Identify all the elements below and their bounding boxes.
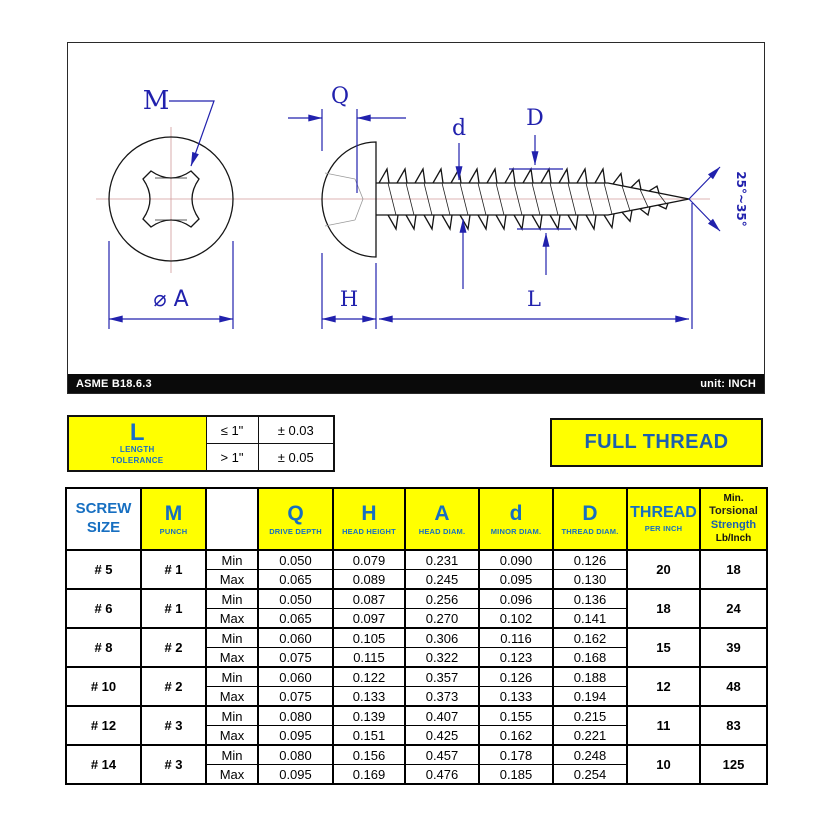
spec-row xyxy=(66,706,767,726)
spec-table-body xyxy=(66,550,767,784)
cell-min-value: 0.178 xyxy=(479,745,553,765)
col-header-screw-size: SCREW SIZE xyxy=(66,488,141,550)
cell-thread-per-inch: 18 xyxy=(627,589,700,628)
label-drive-depth: Q xyxy=(330,84,350,109)
cell-max-value: 0.162 xyxy=(479,726,553,746)
label-length: L xyxy=(527,287,541,311)
cell-min-value: 0.116 xyxy=(479,628,553,648)
cell-screw-size: # 10 xyxy=(66,667,141,706)
label-head-diameter: ⌀ A xyxy=(153,287,189,312)
cell-max-value: 0.270 xyxy=(405,609,479,629)
cell-torsional-strength: 39 xyxy=(700,628,767,667)
spec-row xyxy=(66,589,767,609)
tolerance-condition: ≤ 1" xyxy=(206,416,258,444)
cell-min-value: 0.162 xyxy=(553,628,627,648)
cell-min-value: 0.050 xyxy=(258,550,333,570)
cell-punch: # 1 xyxy=(141,550,206,589)
label-thread-diameter: D xyxy=(526,106,544,131)
cell-min-value: 0.090 xyxy=(479,550,553,570)
cell-punch: # 3 xyxy=(141,706,206,745)
cell-min-label: Min xyxy=(206,628,258,648)
cell-max-value: 0.095 xyxy=(258,765,333,785)
full-thread-banner: FULL THREAD xyxy=(550,418,763,467)
cell-min-value: 0.136 xyxy=(553,589,627,609)
spec-row xyxy=(66,628,767,648)
cell-min-value: 0.306 xyxy=(405,628,479,648)
screw-drawing-svg xyxy=(68,43,762,374)
cell-min-value: 0.155 xyxy=(479,706,553,726)
cell-max-label: Max xyxy=(206,687,258,707)
col-header-minor-diam: d MINOR DIAM. xyxy=(479,488,553,550)
cell-thread-per-inch: 10 xyxy=(627,745,700,784)
tolerance-title-line2: TOLERANCE xyxy=(111,455,164,465)
col-header-head-height: H HEAD HEIGHT xyxy=(333,488,405,550)
cell-min-value: 0.087 xyxy=(333,589,405,609)
screw-side-view xyxy=(322,142,689,257)
cell-punch: # 3 xyxy=(141,745,206,784)
cell-max-value: 0.089 xyxy=(333,570,405,590)
tolerance-symbol-cell xyxy=(68,416,206,471)
cell-max-value: 0.097 xyxy=(333,609,405,629)
tolerance-title-line1: LENGTH xyxy=(119,445,155,455)
cell-max-value: 0.123 xyxy=(479,648,553,668)
cell-thread-per-inch: 15 xyxy=(627,628,700,667)
cell-thread-per-inch: 11 xyxy=(627,706,700,745)
cell-screw-size: # 8 xyxy=(66,628,141,667)
technical-drawing xyxy=(67,42,765,394)
cell-max-label: Max xyxy=(206,765,258,785)
cell-torsional-strength: 48 xyxy=(700,667,767,706)
label-head-height: H xyxy=(339,287,359,311)
dim-thread-diameter xyxy=(509,106,571,275)
cell-min-value: 0.357 xyxy=(405,667,479,687)
cell-max-value: 0.221 xyxy=(553,726,627,746)
cell-max-label: Max xyxy=(206,570,258,590)
unit-label: unit: INCH xyxy=(700,377,756,390)
cell-min-label: Min xyxy=(206,706,258,726)
cell-max-value: 0.194 xyxy=(553,687,627,707)
cell-min-label: Min xyxy=(206,745,258,765)
dim-minor-diameter xyxy=(452,116,466,289)
cell-min-value: 0.248 xyxy=(553,745,627,765)
cell-max-value: 0.095 xyxy=(479,570,553,590)
tolerance-symbol: L xyxy=(129,419,145,447)
cell-min-value: 0.407 xyxy=(405,706,479,726)
cell-min-value: 0.122 xyxy=(333,667,405,687)
cell-min-value: 0.231 xyxy=(405,550,479,570)
cell-max-value: 0.425 xyxy=(405,726,479,746)
cell-min-value: 0.188 xyxy=(553,667,627,687)
cell-torsional-strength: 83 xyxy=(700,706,767,745)
cell-max-value: 0.141 xyxy=(553,609,627,629)
cell-min-value: 0.080 xyxy=(258,706,333,726)
tolerance-value: ± 0.03 xyxy=(258,416,334,444)
col-header-torsional-strength: Min. Torsional Strength Lb/Inch xyxy=(700,488,767,550)
cell-thread-per-inch: 20 xyxy=(627,550,700,589)
cell-torsional-strength: 24 xyxy=(700,589,767,628)
cell-punch: # 2 xyxy=(141,628,206,667)
cell-max-value: 0.065 xyxy=(258,609,333,629)
pan-head-profile xyxy=(322,142,376,257)
cell-min-value: 0.050 xyxy=(258,589,333,609)
cell-screw-size: # 5 xyxy=(66,550,141,589)
cell-thread-per-inch: 12 xyxy=(627,667,700,706)
recess-leader-arrow xyxy=(169,101,214,166)
cell-torsional-strength: 18 xyxy=(700,550,767,589)
cell-max-value: 0.373 xyxy=(405,687,479,707)
centerlines xyxy=(96,127,710,273)
cell-max-value: 0.169 xyxy=(333,765,405,785)
cell-screw-size: # 14 xyxy=(66,745,141,784)
cell-min-value: 0.126 xyxy=(553,550,627,570)
cell-max-value: 0.095 xyxy=(258,726,333,746)
standard-label: ASME B18.6.3 xyxy=(76,377,152,390)
cell-max-value: 0.133 xyxy=(333,687,405,707)
cell-min-value: 0.079 xyxy=(333,550,405,570)
length-tolerance-table xyxy=(67,415,335,472)
cell-min-value: 0.105 xyxy=(333,628,405,648)
cell-max-value: 0.151 xyxy=(333,726,405,746)
cell-max-value: 0.476 xyxy=(405,765,479,785)
cell-max-label: Max xyxy=(206,609,258,629)
col-header-punch: M PUNCH xyxy=(141,488,206,550)
col-header-thread-diam: D THREAD DIAM. xyxy=(553,488,627,550)
cell-max-value: 0.075 xyxy=(258,648,333,668)
label-minor-diameter: d xyxy=(451,116,467,141)
cell-screw-size: # 6 xyxy=(66,589,141,628)
cell-min-value: 0.096 xyxy=(479,589,553,609)
cell-min-value: 0.060 xyxy=(258,667,333,687)
standard-bar xyxy=(68,374,764,393)
cell-punch: # 2 xyxy=(141,667,206,706)
dim-head-height xyxy=(322,253,376,329)
cell-max-value: 0.254 xyxy=(553,765,627,785)
cell-max-value: 0.130 xyxy=(553,570,627,590)
cell-max-value: 0.133 xyxy=(479,687,553,707)
spec-header-row xyxy=(66,488,767,550)
tolerance-condition: > 1" xyxy=(206,444,258,472)
tolerance-value: ± 0.05 xyxy=(258,444,334,472)
spec-table xyxy=(65,487,768,785)
cell-min-value: 0.156 xyxy=(333,745,405,765)
cell-max-value: 0.075 xyxy=(258,687,333,707)
cell-max-value: 0.115 xyxy=(333,648,405,668)
col-header-minmax xyxy=(206,488,258,550)
cell-min-label: Min xyxy=(206,589,258,609)
cell-min-value: 0.060 xyxy=(258,628,333,648)
cell-torsional-strength: 125 xyxy=(700,745,767,784)
col-header-head-diam: A HEAD DIAM. xyxy=(405,488,479,550)
label-recess: M xyxy=(142,86,170,116)
spec-row xyxy=(66,667,767,687)
cell-max-value: 0.168 xyxy=(553,648,627,668)
cell-max-label: Max xyxy=(206,648,258,668)
col-header-thread-per-inch: THREAD PER INCH xyxy=(627,488,700,550)
spec-row xyxy=(66,550,767,570)
cell-max-value: 0.065 xyxy=(258,570,333,590)
cell-screw-size: # 12 xyxy=(66,706,141,745)
spec-row xyxy=(66,745,767,765)
label-point-angle: 25°~35° xyxy=(734,171,748,227)
cell-max-label: Max xyxy=(206,726,258,746)
cell-min-value: 0.126 xyxy=(479,667,553,687)
cell-max-value: 0.102 xyxy=(479,609,553,629)
cell-min-value: 0.215 xyxy=(553,706,627,726)
cell-max-value: 0.185 xyxy=(479,765,553,785)
cell-min-value: 0.139 xyxy=(333,706,405,726)
cell-min-label: Min xyxy=(206,550,258,570)
cell-max-value: 0.245 xyxy=(405,570,479,590)
cell-min-label: Min xyxy=(206,667,258,687)
cell-max-value: 0.322 xyxy=(405,648,479,668)
col-header-drive-depth: Q DRIVE DEPTH xyxy=(258,488,333,550)
cell-min-value: 0.080 xyxy=(258,745,333,765)
cell-min-value: 0.457 xyxy=(405,745,479,765)
cell-punch: # 1 xyxy=(141,589,206,628)
cell-min-value: 0.256 xyxy=(405,589,479,609)
